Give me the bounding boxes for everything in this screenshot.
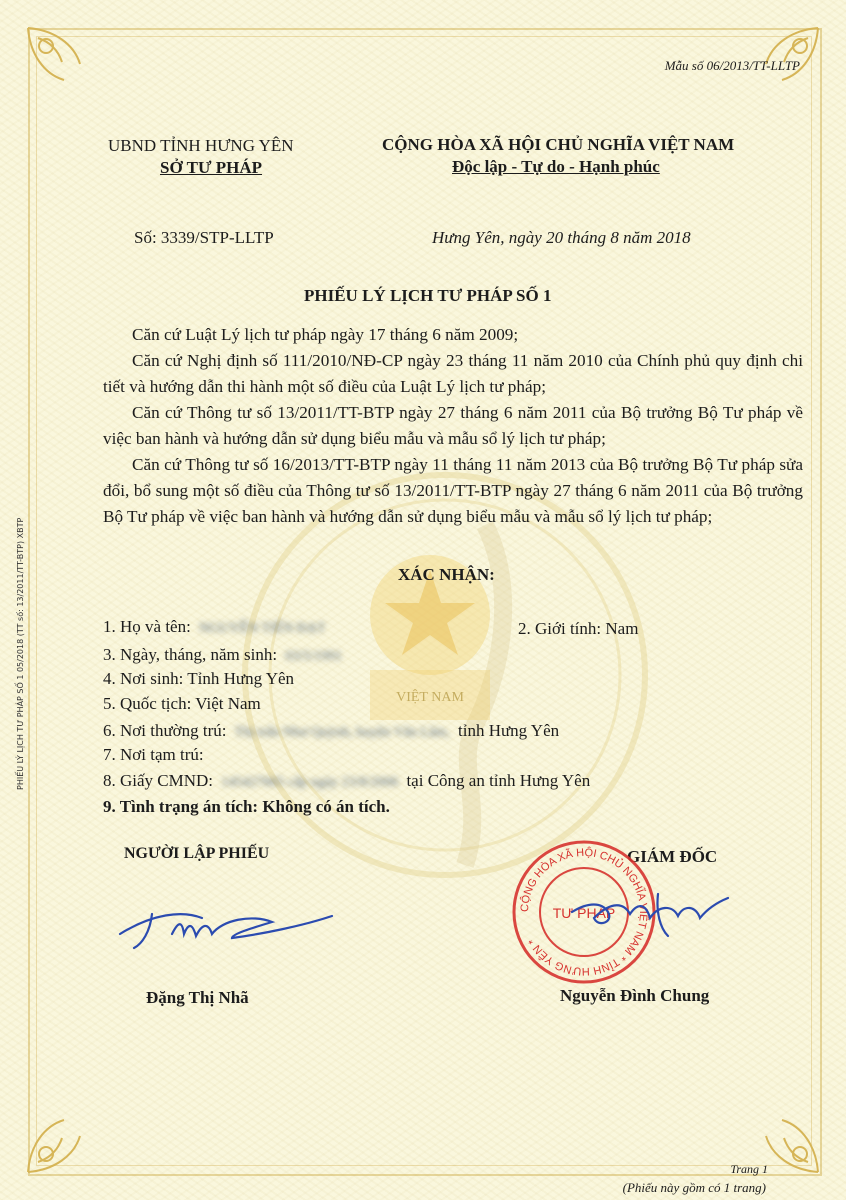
field-label: 8. Giấy CMND:	[103, 771, 214, 790]
director-name: Nguyễn Đình Chung	[560, 986, 710, 1005]
field-id-card	[103, 771, 590, 791]
field-label: 6. Nơi thường trú:	[103, 721, 227, 740]
field-birthplace: 4. Nơi sinh: Tỉnh Hưng Yên	[103, 669, 295, 688]
field-nationality: 5. Quốc tịch: Việt Nam	[103, 694, 261, 713]
document-title: PHIẾU LÝ LỊCH TƯ PHÁP SỐ 1	[304, 286, 552, 305]
preparer-signature	[112, 904, 337, 956]
field-suffix: tại Công an tỉnh Hưng Yên	[406, 771, 591, 790]
field-label: 3. Ngày, tháng, năm sinh:	[103, 645, 278, 664]
redacted-name: NGUYỄN TIẾN ĐẠT	[199, 621, 326, 636]
legal-basis	[103, 322, 803, 530]
document-number: Số: 3339/STP-LLTP	[134, 228, 274, 247]
page-number: Trang 1	[730, 1162, 768, 1176]
corner-ornament-icon	[24, 24, 94, 94]
field-suffix: tỉnh Hưng Yên	[458, 721, 560, 740]
stamp-ring-text: CỘNG HÒA XÃ HỘI CHỦ NGHĨA VIỆT NAM * TỈNH HƯNG YÊN *	[518, 846, 650, 978]
stamp-center-text: TƯ PHÁP	[552, 905, 616, 921]
field-residence	[103, 721, 559, 741]
legal-basis-paragraph: Căn cứ Nghị định số 111/2010/NĐ-CP ngày 23 tháng 11 năm 2010 của Chính phủ quy định chi tiết và hướng dẫn thi hành một số điều của Luật Lý lịch tư pháp;	[103, 351, 803, 396]
corner-ornament-icon	[24, 1106, 94, 1176]
legal-basis-paragraph: Căn cứ Thông tư số 13/2011/TT-BTP ngày 27 tháng 6 năm 2011 của Bộ trưởng Bộ Tư pháp về việc ban hành và hướng dẫn sử dụng biểu mẫu và mẫu sổ lý lịch tư pháp;	[103, 403, 803, 448]
preparer-name: Đặng Thị Nhã	[146, 988, 249, 1007]
field-name	[103, 617, 330, 637]
emblem-text: VIỆT NAM	[396, 690, 464, 705]
field-dob	[103, 645, 346, 665]
redacted-dob: 03/5/1991	[285, 649, 343, 664]
field-label: 1. Họ và tên:	[103, 617, 191, 636]
department-name: SỞ TƯ PHÁP	[160, 158, 263, 177]
national-motto: Độc lập - Tự do - Hạnh phúc	[452, 157, 660, 176]
redacted-residence: Thị trấn Như Quỳnh, huyện Văn Lâm,	[234, 725, 450, 740]
field-gender: 2. Giới tính: Nam	[518, 619, 639, 638]
confirm-heading: XÁC NHẬN:	[398, 565, 495, 584]
nation-heading: CỘNG HÒA XÃ HỘI CHỦ NGHĨA VIỆT NAM	[382, 135, 735, 154]
field-temp-residence: 7. Nơi tạm trú:	[103, 745, 204, 764]
legal-basis-paragraph: Căn cứ Thông tư số 16/2013/TT-BTP ngày 11 tháng 11 năm 2013 của Bộ trưởng Bộ Tư pháp sửa đổi, bổ sung một số điều của Thông tư số 13/2011/TT-BTP ngày 27 tháng 6 năm 2011 của Bộ trưởng Bộ Tư pháp về việc ban hành và hướng dẫn sử dụng biểu mẫu và mẫu sổ lý lịch tư pháp;	[103, 455, 803, 526]
director-title: GIÁM ĐỐC	[627, 847, 718, 866]
legal-basis-paragraph: Căn cứ Luật Lý lịch tư pháp ngày 17 tháng 6 năm 2009;	[132, 325, 519, 344]
preparer-title: NGƯỜI LẬP PHIẾU	[124, 845, 270, 862]
form-code: Mẫu số 06/2013/TT-LLTP	[664, 58, 800, 73]
page-note: (Phiếu này gồm có 1 trang)	[622, 1180, 766, 1195]
side-note: PHIẾU LÝ LỊCH TƯ PHÁP SỐ 1 05/2018 (TT số: 13/2011/TT-BTP) XBTP	[16, 517, 25, 790]
place-date: Hưng Yên, ngày 20 tháng 8 năm 2018	[432, 228, 691, 247]
agency-name: UBND TỈNH HƯNG YÊN	[108, 136, 294, 155]
redacted-id: 145427665 cấp ngày 23/8/2006	[221, 775, 399, 790]
director-signature	[568, 888, 730, 940]
field-criminal-record: 9. Tình trạng án tích: Không có án tích.	[103, 797, 390, 816]
